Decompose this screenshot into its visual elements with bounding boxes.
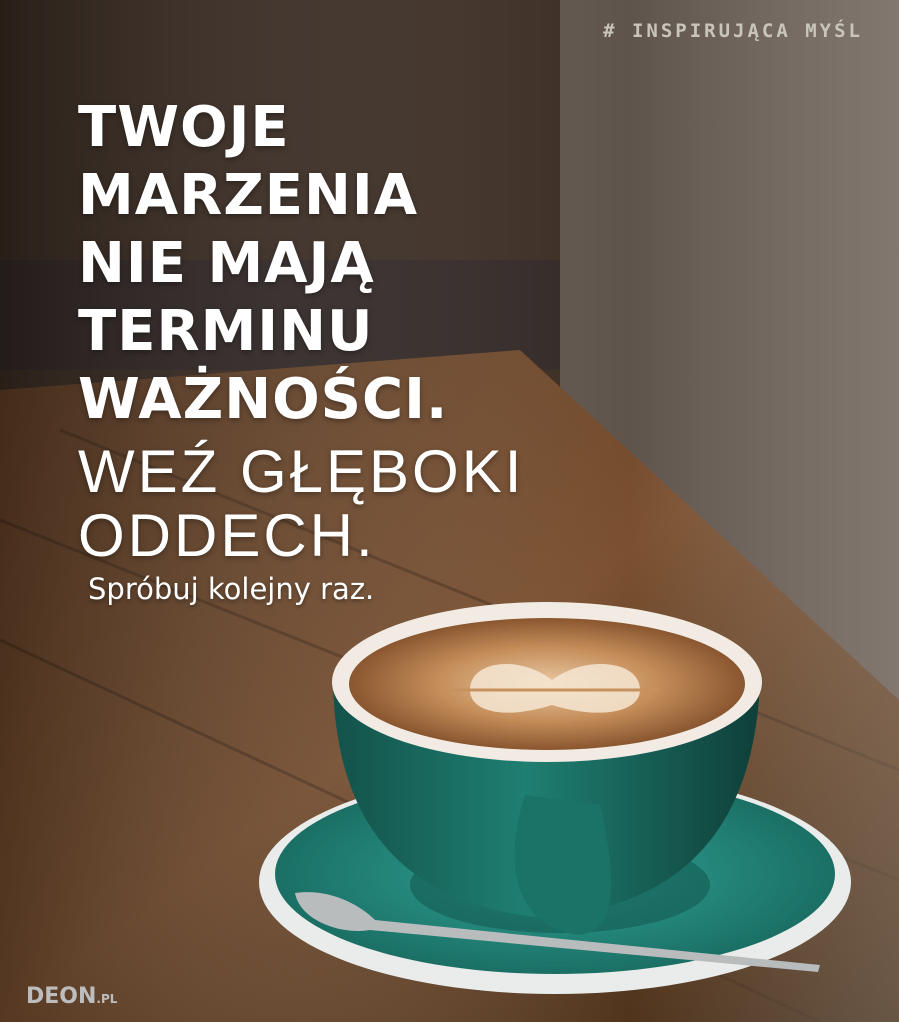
logo-name: DEON [26, 984, 97, 1009]
tagline: Spróbuj kolejny raz. [88, 572, 375, 606]
headline-line: MARZENIA [78, 163, 419, 228]
headline-line: TWOJE [78, 95, 290, 160]
hashtag: # INSPIRUJĄCA MYŚL [603, 20, 863, 42]
deon-logo [26, 984, 117, 1009]
subline-line: WEŹ GŁĘBOKI [78, 438, 525, 505]
headline-line: WAŻNOŚCI. [78, 367, 449, 432]
subline [78, 440, 524, 568]
headline [78, 94, 448, 434]
logo-suffix: .PL [96, 992, 118, 1006]
headline-line: NIE MAJĄ [78, 231, 375, 296]
headline-line: TERMINU [78, 299, 374, 364]
subline-line: ODDECH. [78, 502, 376, 569]
